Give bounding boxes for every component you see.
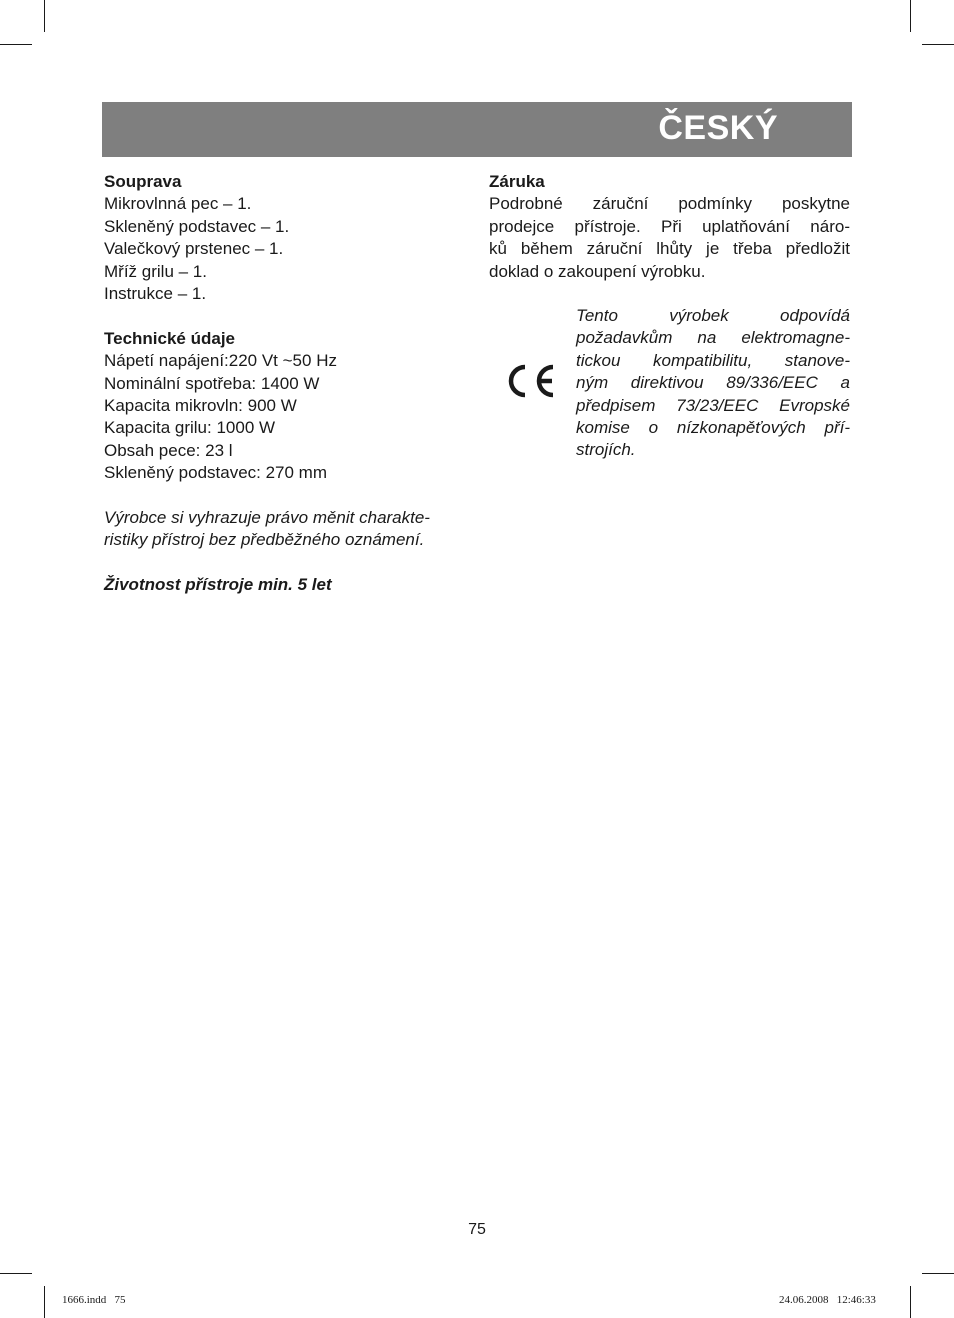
crop-mark — [0, 44, 32, 45]
tech-heading: Technické údaje — [104, 328, 236, 348]
ce-line: komise o nízkonapěťových pří- — [576, 418, 850, 438]
ce-mark-icon — [507, 363, 559, 399]
right-column — [489, 171, 850, 283]
spacer — [104, 305, 466, 327]
ce-statement — [576, 305, 850, 462]
ce-line: strojích. — [576, 440, 636, 460]
slug-file: 1666.indd 75 — [62, 1294, 126, 1306]
set-item: Skleněný podstavec – 1. — [104, 216, 290, 236]
disclaimer-line: ristiky přístroj bez předběžného oznámení. — [104, 530, 425, 550]
set-heading: Souprava — [104, 172, 182, 191]
set-item: Mikrovlnná pec – 1. — [104, 194, 252, 214]
warranty-line: doklad o zakoupení výrobku. — [489, 261, 706, 281]
language-title: ČESKÝ — [658, 109, 778, 147]
tech-item: Nápetí napájení:220 Vt ~50 Hz — [104, 351, 337, 371]
spacer — [104, 552, 466, 574]
page-number: 75 — [468, 1221, 486, 1238]
tech-item: Skleněný podstavec: 270 mm — [104, 463, 328, 483]
crop-mark — [44, 0, 45, 32]
lifetime-note: Životnost přístroje min. 5 let — [104, 575, 332, 595]
warranty-heading: Záruka — [489, 172, 545, 191]
crop-mark — [910, 0, 911, 32]
ce-line: Tento výrobek odpovídá — [576, 306, 850, 325]
set-item: Valečkový prstenec – 1. — [104, 239, 284, 259]
tech-item: Obsah pece: 23 l — [104, 440, 233, 460]
tech-item: Kapacita grilu: 1000 W — [104, 418, 276, 438]
set-item: Mříž grilu – 1. — [104, 261, 207, 281]
language-header-band — [102, 102, 852, 157]
crop-mark — [44, 1286, 45, 1318]
crop-mark — [922, 44, 954, 45]
spacer — [104, 485, 466, 507]
crop-mark — [0, 1273, 32, 1274]
ce-line: požadavkům na elektromagne- — [576, 328, 850, 348]
crop-mark — [910, 1286, 911, 1318]
warranty-line: prodejce přístroje. Při uplatňování náro- — [489, 216, 850, 236]
slug-timestamp: 24.06.2008 12:46:33 — [779, 1294, 876, 1306]
left-column — [104, 171, 466, 597]
tech-item: Nominální spotřeba: 1400 W — [104, 373, 320, 393]
warranty-line: Podrobné záruční podmínky poskytne — [489, 194, 850, 214]
crop-mark — [922, 1273, 954, 1274]
set-item: Instrukce – 1. — [104, 284, 207, 304]
warranty-line: ků během záruční lhůty je třeba předložit — [489, 239, 850, 259]
disclaimer-line: Výrobce si vyhrazuje právo měnit charakte- — [104, 508, 430, 528]
ce-line: tickou kompatibilitu, stanove- — [576, 350, 850, 370]
tech-item: Kapacita mikrovln: 900 W — [104, 396, 297, 416]
ce-line: předpisem 73/23/EEC Evropské — [576, 395, 850, 415]
ce-conformity-block — [489, 305, 850, 465]
ce-line: ným direktivou 89/336/EEC a — [576, 373, 850, 393]
